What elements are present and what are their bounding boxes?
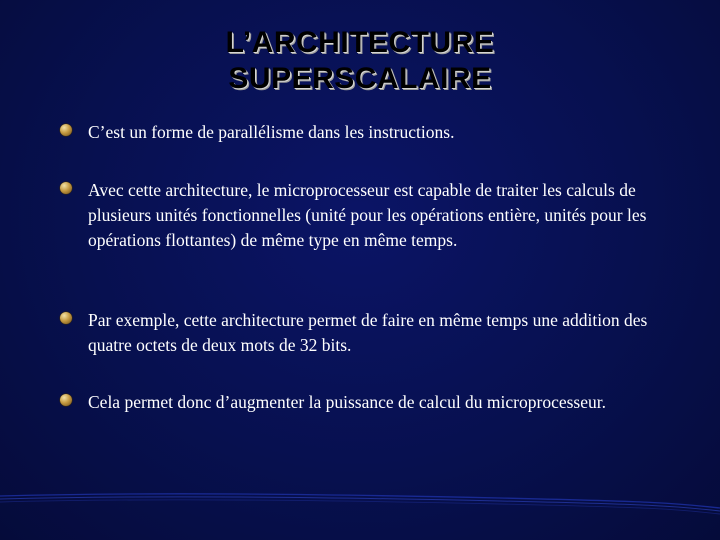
bullet-text: Avec cette architecture, le microprocesseur est capable de traiter les calculs de plusieurs unités fonctionnelles (unité pour les opérations entière, unités pour les opérations flottantes) de même type en même temps. xyxy=(88,180,647,250)
gold-sphere-bullet-icon xyxy=(60,182,72,194)
bullet-text: Cela permet donc d’augmenter la puissance de calcul du microprocesseur. xyxy=(88,392,606,412)
gold-sphere-bullet-icon xyxy=(60,124,72,136)
gold-sphere-bullet-icon xyxy=(60,312,72,324)
bullet-text: C’est un forme de parallélisme dans les instructions. xyxy=(88,122,455,142)
bullet-text: Par exemple, cette architecture permet de faire en même temps une addition des quatre octets de deux mots de 32 bits. xyxy=(88,310,648,355)
gold-sphere-bullet-icon xyxy=(60,394,72,406)
slide-title-line-1: L’ARCHITECTURE xyxy=(225,26,495,59)
decorative-bottom-wave xyxy=(0,490,720,530)
slide-title-line-2: SUPERSCALAIRE xyxy=(228,62,492,95)
